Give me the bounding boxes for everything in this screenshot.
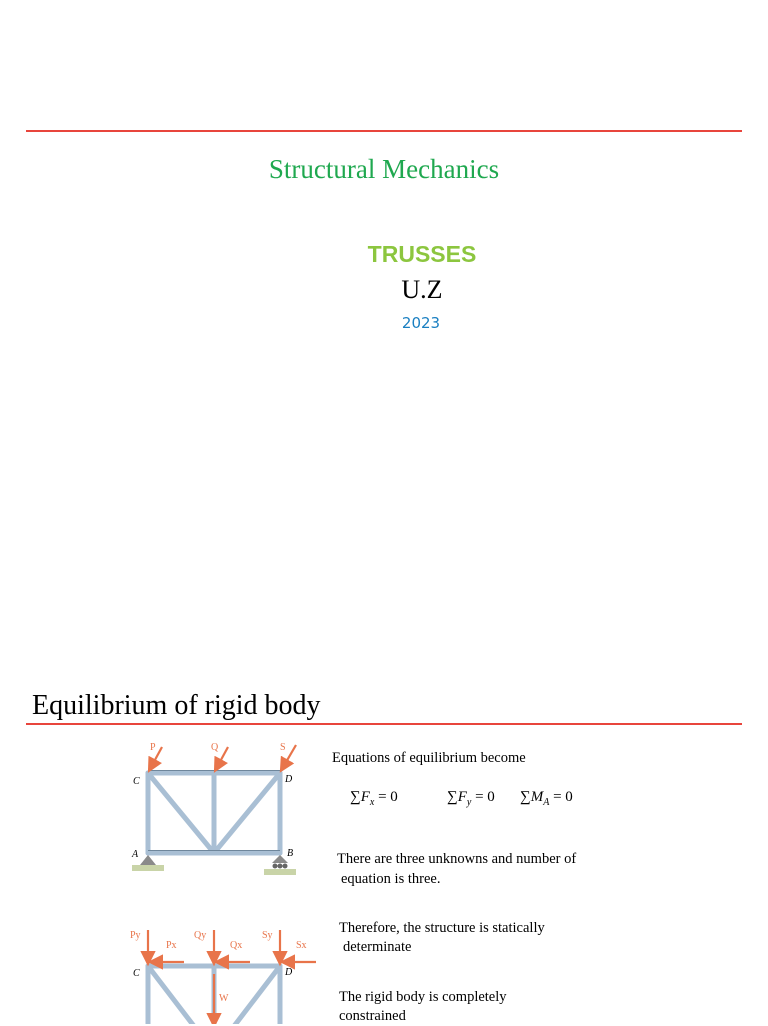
constrained-line-2: constrained	[339, 1008, 406, 1024]
node-label-c2: C	[133, 968, 140, 979]
year: 2023	[401, 314, 441, 332]
top-divider	[26, 130, 742, 132]
node-label-d: D	[285, 774, 293, 785]
load-label-qx: Qx	[230, 940, 243, 951]
load-label-px: Px	[166, 940, 177, 951]
load-label-sy: Sy	[262, 930, 273, 941]
load-label-py: Py	[130, 930, 141, 941]
load-label-s: S	[280, 742, 286, 753]
constrained-line-1: The rigid body is completely	[339, 989, 507, 1005]
node-label-a: A	[132, 849, 139, 860]
equation-ma: $\sum M_A = 0$	[520, 789, 573, 808]
truss-diagram-2	[120, 924, 320, 1024]
load-label-p: P	[150, 742, 156, 753]
load-label-qy: Qy	[194, 930, 207, 941]
roller-support-icon	[272, 855, 288, 863]
subtitle: TRUSSES	[367, 241, 477, 267]
heading-divider	[26, 723, 742, 725]
node-label-c: C	[133, 776, 140, 787]
load-label-sx: Sx	[296, 940, 307, 951]
load-label-w: W	[219, 993, 229, 1004]
node-label-b: B	[287, 848, 294, 859]
node-label-d2: D	[285, 967, 293, 978]
page-title: Structural Mechanics	[268, 154, 500, 184]
determinate-line-1: Therefore, the structure is statically	[339, 920, 545, 936]
pin-support-icon	[140, 855, 156, 865]
intro-text: Equations of equilibrium become	[332, 750, 526, 766]
author: U.Z	[401, 275, 443, 304]
load-label-q: Q	[211, 742, 219, 753]
unknowns-line-2: equation is three.	[341, 871, 441, 887]
slide-heading: Equilibrium of rigid body	[32, 690, 321, 721]
truss-diagram-1	[120, 735, 310, 885]
truss-members	[148, 773, 280, 853]
equation-fy: $\sum F_y = 0$	[447, 789, 495, 808]
load-arrows	[150, 745, 296, 769]
unknowns-line-1: There are three unknowns and number of	[337, 851, 577, 867]
determinate-line-2: determinate	[343, 939, 412, 955]
equation-fx: $\sum F_x = 0$	[350, 789, 398, 808]
